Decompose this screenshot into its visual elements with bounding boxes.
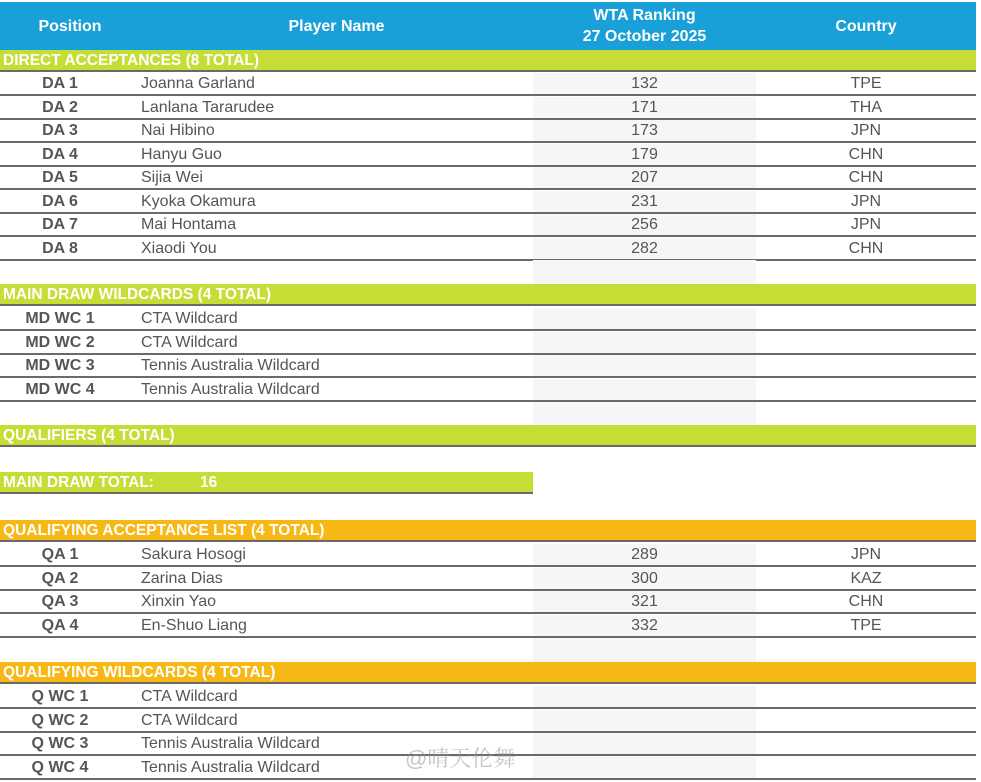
country-cell: KAZ	[850, 569, 882, 587]
header-position: Position	[38, 17, 102, 35]
table-row	[0, 214, 976, 237]
section-qualifiers: QUALIFIERS (4 TOTAL)	[0, 425, 976, 447]
table-row	[0, 710, 976, 733]
country-cell: JPN	[850, 546, 882, 563]
table-row	[0, 144, 976, 167]
player-name-cell: Xiaodi You	[141, 239, 217, 257]
position-cell: DA 8	[42, 239, 78, 257]
country-cell: TPE	[850, 616, 882, 634]
player-name-cell: CTA Wildcard	[141, 333, 238, 351]
position-cell: DA 6	[42, 192, 78, 210]
player-name-cell: Mai Hontama	[141, 216, 237, 233]
ranking-cell	[533, 332, 756, 353]
section-main-draw-wildcards: MAIN DRAW WILDCARDS (4 TOTAL)	[0, 284, 976, 306]
ranking-cell: 321	[533, 591, 756, 612]
position-cell: QA 4	[41, 616, 79, 634]
position-cell: Q WC 3	[31, 735, 89, 752]
header-player-name: Player Name	[288, 17, 385, 35]
ranking-cell: 179	[533, 144, 756, 165]
country-cell	[756, 686, 976, 707]
country-cell	[756, 332, 976, 353]
table-row	[0, 568, 976, 591]
ranking-cell	[533, 355, 756, 376]
player-name-cell: CTA Wildcard	[141, 711, 238, 729]
country-cell	[756, 379, 976, 400]
player-name-cell: Zarina Dias	[141, 569, 223, 587]
ranking-cell: 282	[533, 238, 756, 259]
ranking-cell: 300	[533, 568, 756, 589]
player-name-cell: Joanna Garland	[141, 75, 255, 92]
ranking-cell: 256	[533, 214, 756, 235]
country-cell: TPE	[850, 75, 882, 92]
country-cell	[756, 308, 976, 329]
ranking-cell	[533, 710, 756, 731]
ranking-cell	[533, 733, 756, 754]
watermark: @晴天伦舞	[405, 746, 516, 771]
main-draw-total-value: 16	[200, 474, 218, 491]
table-row	[0, 308, 976, 331]
table-row	[0, 97, 976, 120]
player-name-cell: En-Shuo Liang	[141, 616, 247, 634]
country-cell: JPN	[850, 122, 882, 139]
country-cell: THA	[850, 98, 882, 116]
main-draw-total	[0, 472, 533, 494]
country-cell: JPN	[850, 192, 882, 210]
table-row	[0, 544, 976, 567]
player-name-cell: Lanlana Tararudee	[141, 98, 275, 116]
position-cell: DA 1	[42, 75, 78, 92]
ranking-cell: 171	[533, 97, 756, 118]
player-name-cell: Kyoka Okamura	[141, 192, 256, 210]
table-header	[0, 2, 976, 50]
table-row	[0, 591, 976, 614]
country-cell: CHN	[848, 593, 884, 610]
position-cell: Q WC 2	[31, 711, 89, 729]
table-row	[0, 238, 976, 261]
ranking-cell: 332	[533, 615, 756, 636]
player-name-cell: Sakura Hosogi	[141, 546, 246, 563]
position-cell: Q WC 4	[31, 758, 89, 776]
spacer	[533, 260, 756, 284]
country-cell: JPN	[850, 216, 882, 233]
country-cell: CHN	[848, 239, 884, 257]
header-wta-ranking-label: WTA Ranking	[593, 7, 696, 24]
spacer	[533, 402, 756, 425]
player-name-cell: Hanyu Guo	[141, 145, 222, 163]
position-cell: QA 1	[41, 546, 79, 563]
table-row	[0, 73, 976, 96]
spacer	[533, 638, 756, 662]
player-name-cell: Nai Hibino	[141, 122, 215, 139]
player-name-cell: Tennis Australia Wildcard	[141, 380, 320, 398]
position-cell: Q WC 1	[31, 688, 89, 705]
table-row	[0, 379, 976, 402]
ranking-cell	[533, 757, 756, 778]
main-draw-total-label: MAIN DRAW TOTAL:	[3, 474, 154, 491]
player-name-cell: Tennis Australia Wildcard	[141, 758, 320, 776]
player-name-cell: CTA Wildcard	[141, 688, 238, 705]
position-cell: DA 5	[42, 169, 78, 186]
position-cell: QA 2	[41, 569, 79, 587]
section-direct-acceptances: DIRECT ACCEPTANCES (8 TOTAL)	[0, 50, 976, 72]
country-cell: CHN	[848, 145, 884, 163]
table-row	[0, 355, 976, 378]
player-name-cell: Xinxin Yao	[141, 593, 217, 610]
position-cell: MD WC 3	[25, 357, 95, 374]
table-row	[0, 191, 976, 214]
player-name-cell: Tennis Australia Wildcard	[141, 357, 320, 374]
player-name-cell: Tennis Australia Wildcard	[141, 735, 320, 752]
ranking-cell: 132	[533, 73, 756, 94]
table-row	[0, 167, 976, 190]
country-cell	[756, 733, 976, 754]
player-name-cell: CTA Wildcard	[141, 310, 238, 327]
ranking-cell	[533, 379, 756, 400]
country-cell: CHN	[848, 169, 884, 186]
player-name-cell: Sijia Wei	[141, 169, 203, 186]
section-qualifying-acceptance-list: QUALIFYING ACCEPTANCE LIST (4 TOTAL)	[0, 520, 976, 542]
ranking-cell: 289	[533, 544, 756, 565]
position-cell: DA 3	[42, 122, 78, 139]
table-row	[0, 686, 976, 709]
ranking-cell: 207	[533, 167, 756, 188]
position-cell: DA 2	[42, 98, 78, 116]
ranking-cell	[533, 308, 756, 329]
table-row	[0, 120, 976, 143]
position-cell: MD WC 4	[25, 380, 95, 398]
position-cell: DA 4	[42, 145, 78, 163]
table-row	[0, 615, 976, 638]
position-cell: MD WC 2	[25, 333, 95, 351]
ranking-cell: 231	[533, 191, 756, 212]
position-cell: QA 3	[41, 593, 79, 610]
position-cell: MD WC 1	[25, 310, 95, 327]
header-country: Country	[835, 17, 897, 35]
position-cell: DA 7	[42, 216, 78, 233]
header-wta-ranking	[533, 2, 756, 50]
country-cell	[756, 757, 976, 778]
header-ranking-date: 27 October 2025	[582, 28, 707, 45]
country-cell	[756, 355, 976, 376]
country-cell	[756, 710, 976, 731]
section-qualifying-wildcards: QUALIFYING WILDCARDS (4 TOTAL)	[0, 662, 976, 684]
ranking-cell: 173	[533, 120, 756, 141]
ranking-cell	[533, 686, 756, 707]
table-row	[0, 332, 976, 355]
